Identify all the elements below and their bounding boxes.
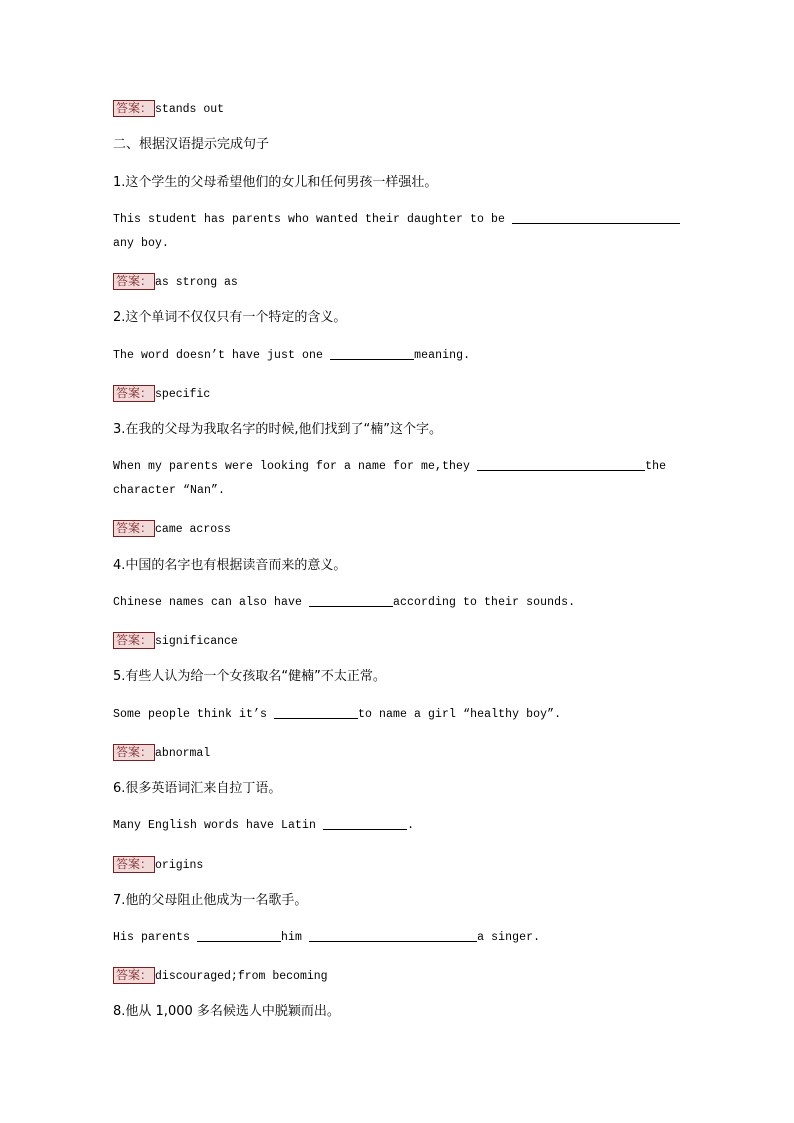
question-en <box>113 816 414 836</box>
question-en <box>113 928 540 948</box>
answer-text: as strong as <box>155 276 238 289</box>
question-en-middle: him <box>281 931 303 944</box>
question-number: 5. <box>113 669 126 684</box>
question-en-after: the <box>645 460 667 473</box>
question-text: 他从 1,000 多名候选人中脱颖而出。 <box>125 1004 340 1019</box>
answer-blank[interactable] <box>477 458 645 471</box>
answer-label: 答案： <box>113 100 155 117</box>
answer-blank[interactable] <box>330 347 414 360</box>
question-cn <box>113 667 386 687</box>
question-text: 中国的名字也有根据读音而来的意义。 <box>125 558 347 573</box>
question-text: 在我的父母为我取名字的时候,他们找到了“楠”这个字。 <box>125 422 443 437</box>
answer-blank[interactable] <box>274 706 358 719</box>
question-cn <box>113 1002 340 1022</box>
question-number: 7. <box>113 893 126 908</box>
answer-label: 答案： <box>113 520 155 537</box>
answer-blank[interactable] <box>512 211 680 224</box>
answer-text: discouraged;from becoming <box>155 970 328 983</box>
question-en-text: When my parents were looking for a name for me,they <box>113 460 471 473</box>
question-number: 8. <box>113 1004 126 1019</box>
answer-blank[interactable] <box>323 817 407 830</box>
question-text: 有些人认为给一个女孩取名“健楠”不太正常。 <box>125 669 386 684</box>
question-number: 3. <box>113 422 126 437</box>
question-text: 这个学生的父母希望他们的女儿和任何男孩一样强壮。 <box>125 175 438 190</box>
question-en-after: a singer. <box>477 931 541 944</box>
answer-text: stands out <box>155 103 225 116</box>
question-en-after: . <box>407 819 415 832</box>
question-en <box>113 705 561 725</box>
question-en <box>113 346 470 366</box>
question-en-text: Chinese names can also have <box>113 596 303 609</box>
question-number: 6. <box>113 781 126 796</box>
question-cn <box>113 891 307 911</box>
question-text: 很多英语词汇来自拉丁语。 <box>125 781 282 796</box>
answer-line <box>113 854 203 876</box>
question-en-text: This student has parents who wanted their daughter to be <box>113 213 506 226</box>
answer-line <box>113 98 224 120</box>
question-text: 他的父母阻止他成为一名歌手。 <box>125 893 308 908</box>
answer-blank[interactable] <box>309 929 477 942</box>
question-en-text: Many English words have Latin <box>113 819 317 832</box>
answer-text: abnormal <box>155 747 211 760</box>
answer-blank[interactable] <box>309 594 393 607</box>
question-cn <box>113 556 346 576</box>
question-en-text: His parents <box>113 931 191 944</box>
answer-label: 答案： <box>113 967 155 984</box>
question-en-line2: character “Nan”. <box>113 484 226 497</box>
answer-label: 答案： <box>113 385 155 402</box>
question-en <box>113 593 575 613</box>
question-cn <box>113 173 437 193</box>
answer-blank[interactable] <box>197 929 281 942</box>
answer-text: significance <box>155 635 238 648</box>
question-en-after: according to their sounds. <box>393 596 576 609</box>
answer-line <box>113 965 328 987</box>
answer-text: origins <box>155 859 204 872</box>
question-en-text: The word doesn’t have just one <box>113 349 324 362</box>
question-number: 4. <box>113 558 126 573</box>
answer-label: 答案： <box>113 632 155 649</box>
answer-label: 答案： <box>113 856 155 873</box>
question-cn <box>113 779 281 799</box>
answer-label: 答案： <box>113 273 155 290</box>
question-number: 2. <box>113 310 126 325</box>
question-number: 1. <box>113 175 126 190</box>
question-text: 这个单词不仅仅只有一个特定的含义。 <box>125 310 347 325</box>
answer-label: 答案： <box>113 744 155 761</box>
question-en-after: to name a girl “healthy boy”. <box>358 708 562 721</box>
question-en-text: Some people think it’s <box>113 708 268 721</box>
question-en <box>113 457 666 477</box>
question-en-line2: any boy. <box>113 237 170 250</box>
question-en-after: meaning. <box>414 349 471 362</box>
answer-line <box>113 518 231 540</box>
question-cn <box>113 420 442 440</box>
question-cn <box>113 308 346 328</box>
question-en <box>113 210 680 230</box>
section-title: 二、根据汉语提示完成句子 <box>113 137 270 152</box>
answer-line <box>113 271 238 293</box>
answer-text: came across <box>155 523 231 536</box>
answer-line <box>113 742 210 764</box>
answer-text: specific <box>155 388 211 401</box>
answer-line <box>113 383 210 405</box>
answer-line <box>113 630 238 652</box>
